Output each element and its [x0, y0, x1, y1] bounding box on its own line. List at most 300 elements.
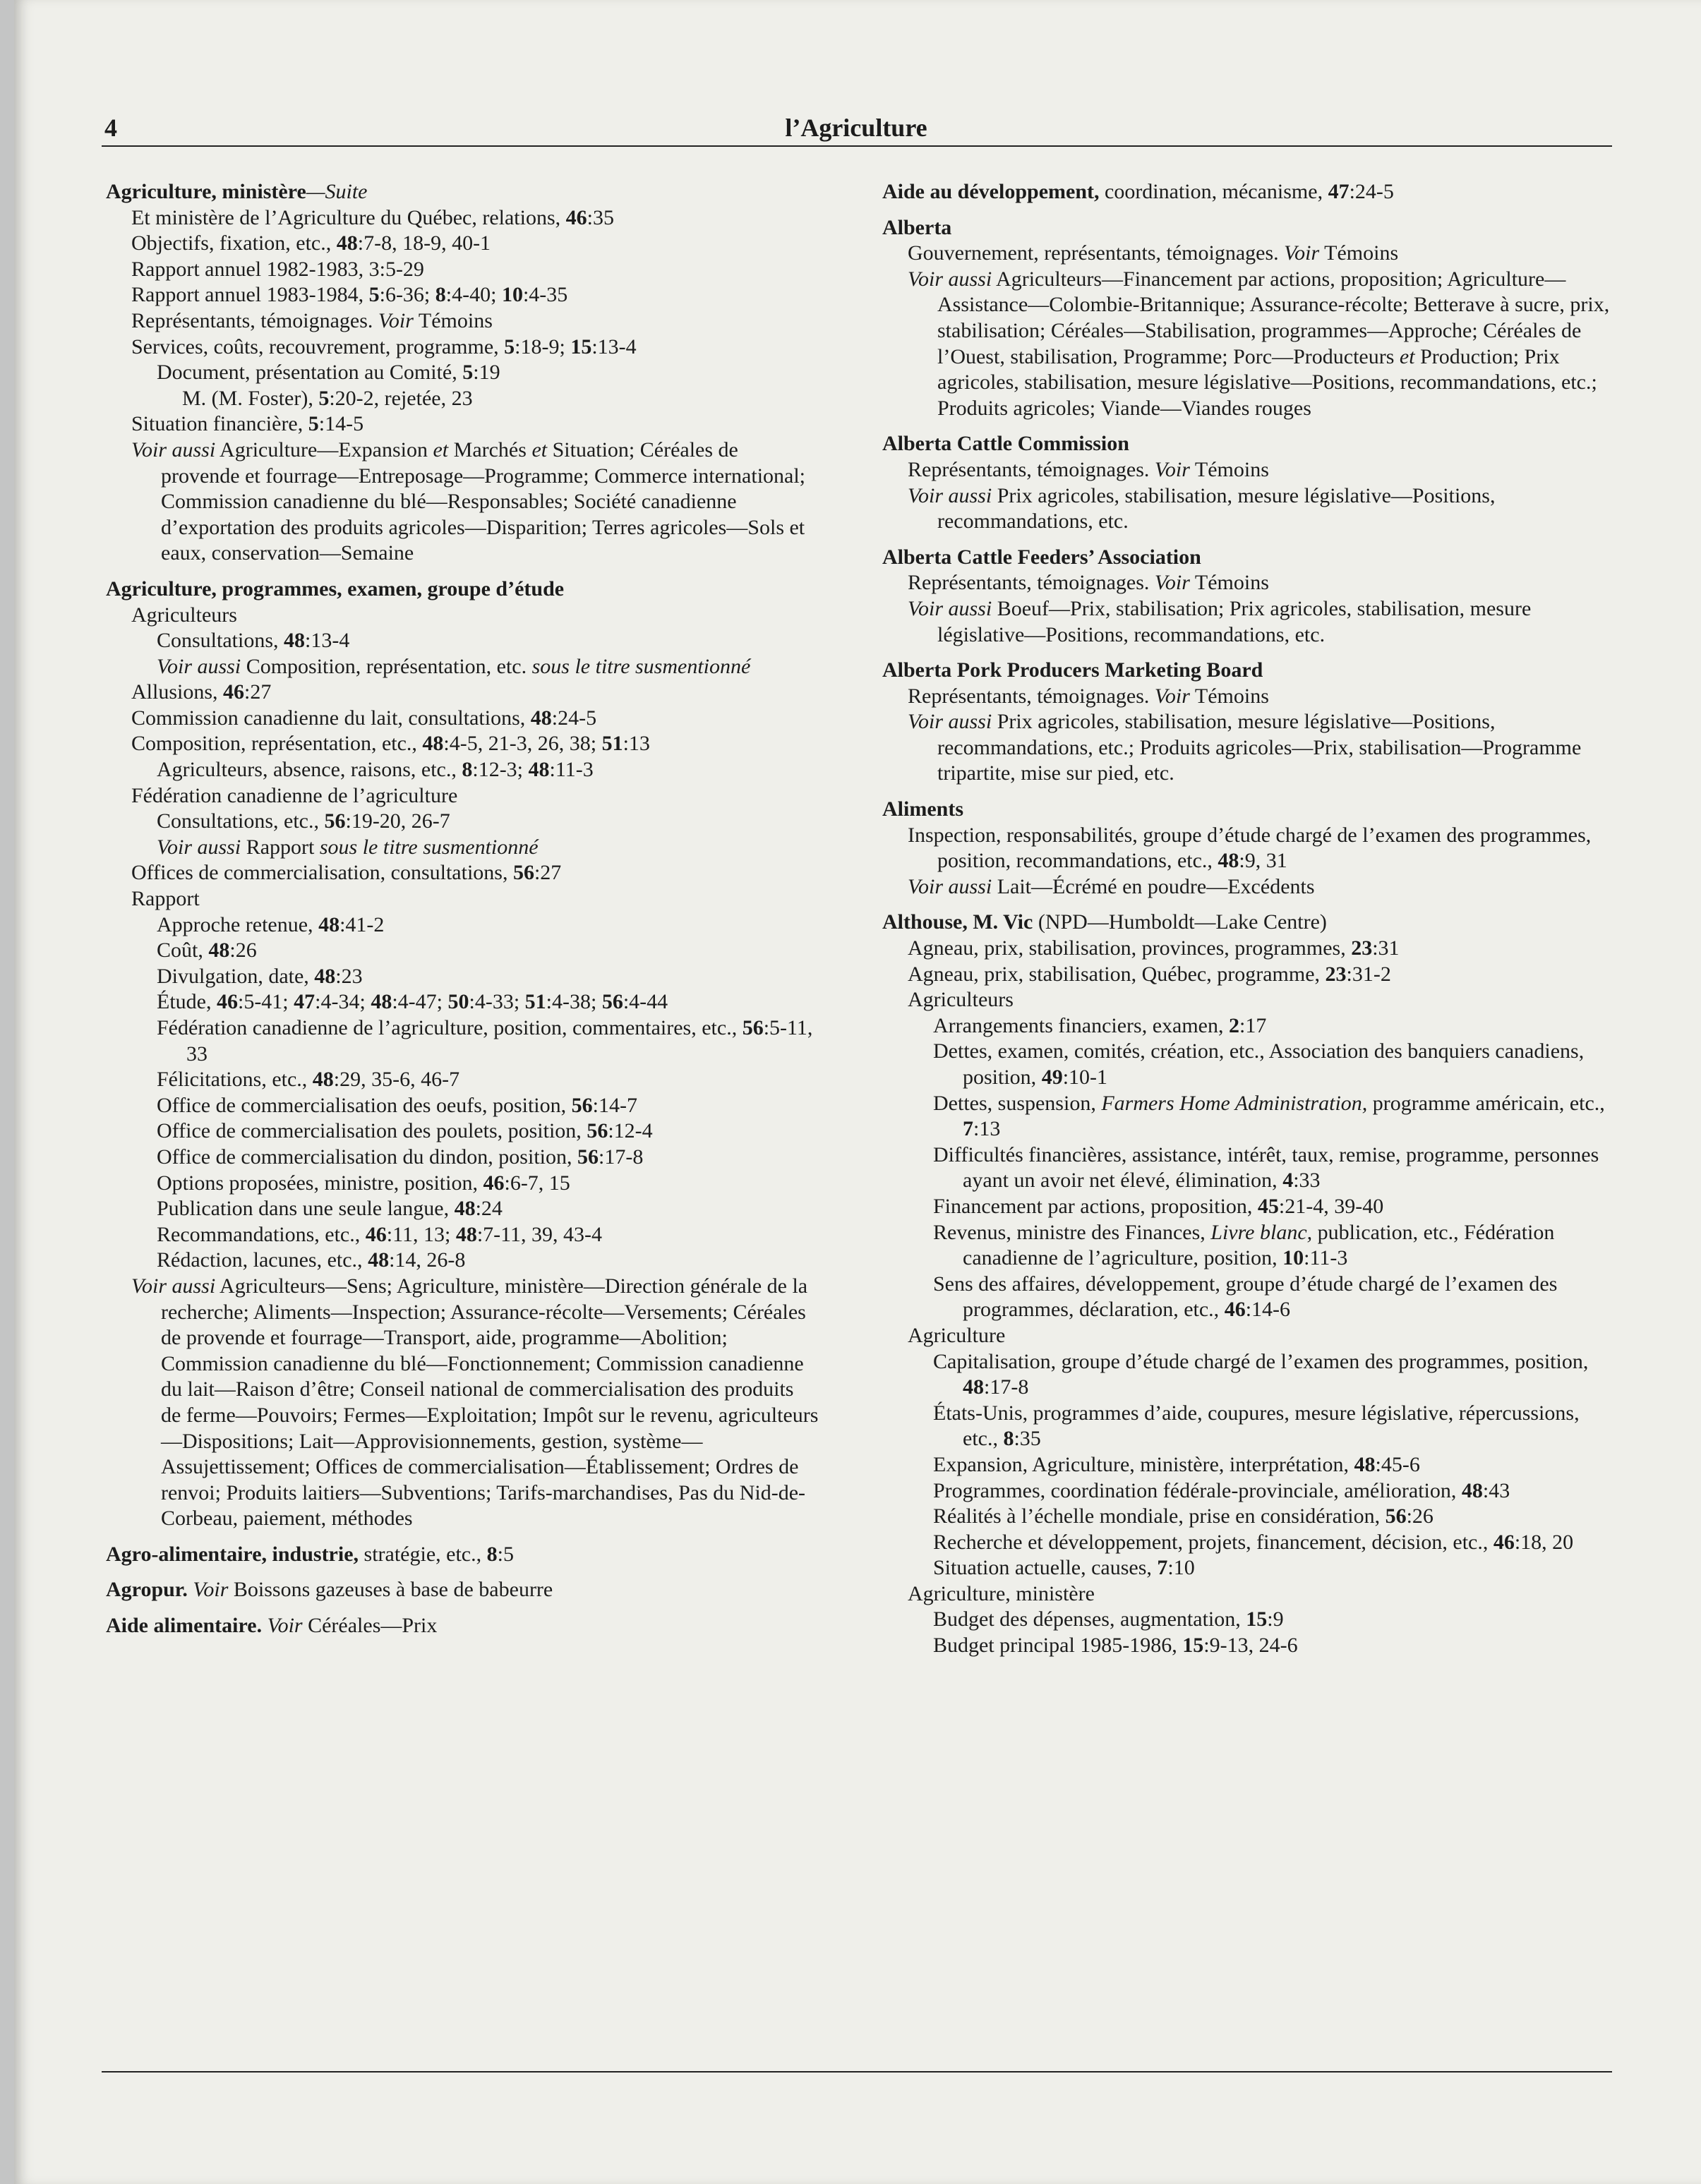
- index-text: 50: [447, 990, 469, 1014]
- index-text: 56: [571, 1093, 593, 1117]
- index-text: Composition, représentation, etc.: [241, 654, 532, 678]
- index-text: :7-11, 39, 43-4: [476, 1222, 603, 1246]
- index-text: :35: [1014, 1427, 1041, 1451]
- index-text: et: [1399, 344, 1415, 368]
- index-text: 8: [462, 758, 473, 782]
- index-text: Budget principal 1985-1986,: [933, 1634, 1183, 1658]
- index-text: [262, 1614, 268, 1637]
- index-text: et: [433, 438, 449, 461]
- index-text: 5: [368, 283, 380, 307]
- index-text: 48: [422, 732, 444, 756]
- index-text: 48: [530, 706, 552, 730]
- index-text: Représentants, témoignages.: [131, 308, 378, 332]
- index-subentry: [933, 1504, 1616, 1530]
- index-text: Témoins: [1319, 241, 1399, 265]
- index-text: 46: [365, 1222, 387, 1246]
- index-subentry: [157, 1196, 819, 1222]
- index-text: sous le titre susmentionné: [319, 835, 539, 859]
- index-entry: [106, 179, 819, 567]
- page-title: l’Agriculture: [785, 114, 927, 142]
- index-text: Difficultés financières, assistance, intérêt, taux, remise, programme, personnes ayant un avoir net élevé, élimination,: [933, 1142, 1599, 1193]
- index-text: Livre blanc,: [1210, 1220, 1313, 1244]
- index-subentry: [157, 1118, 819, 1145]
- index-subentry: [908, 570, 1616, 596]
- index-text: Recommandations, etc.,: [157, 1222, 366, 1246]
- index-text: Témoins: [1189, 684, 1269, 708]
- index-text: publication, etc., Fédération canadienne de l’agriculture, position,: [963, 1220, 1555, 1270]
- index-heading: [106, 1542, 819, 1568]
- index-text: Voir aussi: [908, 267, 992, 291]
- index-subentry: [157, 1171, 819, 1197]
- index-text: Rapport annuel 1982-1983, 3:5-29: [131, 257, 424, 281]
- index-text: Rédaction, lacunes, etc.,: [157, 1248, 368, 1272]
- index-text: Agriculteurs—Financement par actions, proposition; Agriculture—Assistance—Colombie-Britannique; Assurance-récolte; Betterave à sucre, prix, stabilisation; Céréales—Stabilisation, programmes—Approche; Céréales de l’Ouest, stabilisation, Programme; Porc—Producteurs: [937, 267, 1610, 368]
- index-text: 5: [308, 412, 319, 436]
- index-text: :26: [229, 939, 257, 963]
- index-text: Voir: [1284, 241, 1320, 265]
- index-text: :24-5: [551, 706, 597, 730]
- index-subentry: [157, 912, 819, 939]
- index-text: 10: [501, 283, 523, 307]
- index-text: (NPD—Humboldt—Lake Centre): [1033, 910, 1327, 934]
- index-subentry: [131, 205, 819, 231]
- index-text: 8: [486, 1542, 498, 1566]
- index-text: 56: [512, 861, 534, 885]
- index-text: 51: [524, 990, 546, 1014]
- index-text: Voir: [378, 308, 414, 332]
- index-text: Office de commercialisation des oeufs, position,: [157, 1093, 572, 1117]
- index-text: Témoins: [1189, 457, 1269, 481]
- index-subentry: [933, 1478, 1616, 1504]
- index-text: Budget des dépenses, augmentation,: [933, 1607, 1246, 1631]
- index-text: :18, 20: [1514, 1530, 1574, 1554]
- index-text: 8: [435, 283, 446, 307]
- index-subentry: [908, 457, 1616, 483]
- index-text: :11, 13;: [386, 1222, 456, 1246]
- header-rule: [102, 145, 1612, 147]
- index-text: Capitalisation, groupe d’étude chargé de l’examen des programmes, position,: [933, 1349, 1589, 1373]
- index-text: Prix agricoles, stabilisation, mesure législative—Positions, recommandations, etc.: [937, 483, 1496, 533]
- index-text: 23: [1325, 962, 1347, 986]
- index-text: 56: [587, 1119, 608, 1143]
- index-text: :14-6: [1245, 1298, 1291, 1322]
- index-subentry: [908, 962, 1616, 988]
- index-subentry: [157, 654, 819, 680]
- index-text: Représentants, témoignages.: [908, 457, 1155, 481]
- index-text: :14-5: [318, 412, 364, 436]
- index-subentry: [157, 1015, 819, 1067]
- index-heading: [882, 215, 1616, 241]
- index-text: Agriculture, ministère: [908, 1581, 1095, 1605]
- index-text: Financement par actions, proposition,: [933, 1194, 1258, 1218]
- index-text: :9-13, 24-6: [1203, 1634, 1298, 1658]
- index-text: :4-47;: [392, 990, 448, 1014]
- index-text: :14-7: [592, 1093, 637, 1117]
- index-text: Alberta Pork Producers Marketing Board: [882, 658, 1263, 682]
- index-subentry: [131, 308, 819, 334]
- index-text: sous le titre susmentionné: [531, 654, 751, 678]
- index-text: :12-3;: [472, 758, 529, 782]
- index-text: :5-41;: [237, 990, 294, 1014]
- index-text: :6-36;: [379, 283, 435, 307]
- index-text: Voir: [193, 1578, 229, 1602]
- index-subentry: [933, 1607, 1616, 1633]
- index-text: Fédération canadienne de l’agriculture, position, commentaires, etc.,: [157, 1016, 743, 1039]
- index-text: Agriculteurs: [131, 603, 237, 627]
- index-text: :11-3: [1304, 1246, 1348, 1270]
- index-text: Prix agricoles, stabilisation, mesure législative—Positions, recommandations, etc.; Produits agricoles—Prix, stabilisation—Programme tripartite, mise sur pied, etc.: [937, 710, 1582, 785]
- index-text: Approche retenue,: [157, 912, 319, 936]
- index-text: Agneau, prix, stabilisation, provinces, programmes,: [908, 936, 1352, 960]
- index-subentry: [908, 874, 1616, 900]
- index-subentry: [933, 1039, 1616, 1090]
- index-entry: [106, 577, 819, 1532]
- index-text: 47: [294, 990, 315, 1014]
- index-text: 48: [1218, 849, 1239, 873]
- index-subentry: [131, 680, 819, 706]
- index-text: Gouvernement, représentants, témoignages.: [908, 241, 1285, 265]
- index-text: 5: [318, 386, 330, 410]
- index-subentry: [131, 731, 819, 757]
- index-text: 48: [963, 1375, 984, 1399]
- index-heading: [106, 179, 819, 205]
- index-text: Aide au développement,: [882, 180, 1100, 203]
- index-text: :33: [1293, 1169, 1321, 1193]
- index-text: :29, 35-6, 46-7: [333, 1068, 460, 1092]
- index-text: —Suite: [306, 180, 368, 203]
- index-text: Témoins: [413, 308, 493, 332]
- index-text: 48: [314, 964, 336, 988]
- index-heading: [882, 545, 1616, 571]
- index-text: :13-4: [305, 629, 350, 653]
- index-text: Marchés: [448, 438, 532, 461]
- index-entry: [882, 545, 1616, 648]
- index-text: :24: [475, 1197, 503, 1221]
- index-text: Divulgation, date,: [157, 964, 315, 988]
- index-subentry: [131, 257, 819, 283]
- index-text: :17-8: [984, 1375, 1029, 1399]
- index-subentry: [157, 1093, 819, 1119]
- index-text: 47: [1328, 180, 1350, 203]
- index-text: :18-9;: [515, 334, 571, 358]
- index-text: Options proposées, ministre, position,: [157, 1171, 483, 1195]
- index-text: Réalités à l’échelle mondiale, prise en considération,: [933, 1504, 1386, 1528]
- index-text: Programmes, coordination fédérale-provinciale, amélioration,: [933, 1478, 1462, 1502]
- index-text: :41-2: [339, 912, 385, 936]
- index-text: Office de commercialisation des poulets, position,: [157, 1119, 587, 1143]
- index-text: Agneau, prix, stabilisation, Québec, programme,: [908, 962, 1326, 986]
- index-text: 48: [208, 939, 230, 963]
- index-text: Objectifs, fixation, etc.,: [131, 231, 337, 255]
- index-text: :14, 26-8: [389, 1248, 466, 1272]
- index-text: :6-7, 15: [504, 1171, 570, 1195]
- index-text: :43: [1482, 1478, 1510, 1502]
- index-text: 46: [223, 680, 245, 704]
- index-subentry: [908, 709, 1616, 787]
- index-subentry: [157, 835, 819, 861]
- index-text: :19-20, 26-7: [345, 809, 450, 833]
- index-text: Agriculteurs: [908, 988, 1014, 1012]
- index-text: 5: [462, 361, 474, 385]
- right-column: [882, 179, 1616, 1669]
- page-number: 4: [104, 114, 117, 142]
- index-text: :5: [497, 1542, 514, 1566]
- index-heading: [882, 910, 1616, 936]
- index-text: Voir aussi: [908, 874, 992, 898]
- index-text: :35: [587, 205, 614, 229]
- index-text: Commission canadienne du lait, consultations,: [131, 706, 531, 730]
- index-text: Agro-alimentaire, industrie,: [106, 1542, 359, 1566]
- index-text: 48: [371, 990, 392, 1014]
- index-text: Consultations, etc.,: [157, 809, 325, 833]
- index-subentry: [157, 360, 819, 386]
- index-text: Sens des affaires, développement, groupe d’étude chargé de l’examen des programmes, déclaration, etc.,: [933, 1272, 1558, 1322]
- index-text: 7: [963, 1117, 973, 1141]
- index-text: Situation; Céréales de provende et fourrage—Entreposage—Programme; Commerce international; Commission canadienne du blé—Responsables; Société canadienne d’exportation des produits agricoles—Disparition; Terres agricoles—Sols et eaux, conservation—Semaine: [161, 438, 806, 565]
- index-subentry: [131, 783, 819, 809]
- index-text: :19: [473, 361, 500, 385]
- index-subentry: [157, 628, 819, 654]
- index-text: 48: [318, 912, 340, 936]
- index-subentry: [933, 1401, 1616, 1452]
- index-text: Situation financière,: [131, 412, 308, 436]
- index-text: :24-5: [1349, 180, 1394, 203]
- index-text: Félicitations, etc.,: [157, 1068, 313, 1092]
- index-text: Document, présentation au Comité,: [157, 361, 463, 385]
- index-text: Althouse, M. Vic: [882, 910, 1033, 934]
- footer-rule: [102, 2071, 1612, 2073]
- index-text: 56: [1385, 1504, 1407, 1528]
- index-text: Boissons gazeuses à base de babeurre: [228, 1578, 553, 1602]
- index-text: :10-1: [1062, 1066, 1108, 1089]
- index-text: 48: [528, 758, 550, 782]
- index-text: :4-33;: [469, 990, 525, 1014]
- index-text: Agriculteurs, absence, raisons, etc.,: [157, 758, 462, 782]
- index-text: coordination, mécanisme,: [1099, 180, 1328, 203]
- index-subentry: [908, 936, 1616, 962]
- index-text: Voir: [1154, 571, 1190, 595]
- index-heading: [106, 577, 819, 603]
- index-text: Voir aussi: [157, 835, 241, 859]
- index-text: Voir: [267, 1614, 303, 1638]
- index-subentry: [933, 1194, 1616, 1220]
- index-subentry: [933, 1220, 1616, 1272]
- index-subentry: [933, 1142, 1616, 1194]
- index-text: :17: [1239, 1013, 1267, 1037]
- index-text: M. (M. Foster),: [182, 386, 319, 410]
- index-subentry: [908, 684, 1616, 710]
- index-text: Expansion, Agriculture, ministère, interprétation,: [933, 1452, 1354, 1476]
- left-column: [106, 179, 819, 1649]
- index-subentry: [131, 411, 819, 438]
- index-text: 51: [601, 732, 623, 756]
- index-text: Voir aussi: [157, 654, 241, 678]
- index-text: 7: [1157, 1556, 1168, 1580]
- index-text: Agriculture, programmes, examen, groupe d’étude: [106, 577, 565, 601]
- index-text: Agriculture—Expansion: [215, 438, 433, 461]
- index-text: Voir: [1154, 684, 1190, 708]
- index-subentry: [908, 1581, 1616, 1607]
- index-text: Farmers Home Administration,: [1101, 1091, 1368, 1115]
- index-subentry: [131, 438, 819, 567]
- index-text: :12-4: [608, 1119, 653, 1143]
- index-text: 48: [454, 1197, 476, 1221]
- index-text: Voir aussi: [131, 438, 216, 461]
- index-text: 49: [1041, 1066, 1063, 1089]
- index-text: 5: [504, 334, 515, 358]
- index-entry: [882, 431, 1616, 534]
- index-text: :21-4, 39-40: [1278, 1194, 1384, 1218]
- index-text: Alberta Cattle Commission: [882, 432, 1129, 456]
- index-subentry: [131, 603, 819, 629]
- index-text: Inspection, responsabilités, groupe d’étude chargé de l’examen des programmes, position, recommandations, etc.,: [908, 823, 1592, 873]
- index-text: 45: [1257, 1194, 1279, 1218]
- index-text: Rapport annuel 1983-1984,: [131, 283, 369, 307]
- index-text: 10: [1282, 1246, 1304, 1270]
- index-text: :17-8: [599, 1145, 644, 1169]
- index-text: Lait—Écrémé en poudre—Excédents: [992, 874, 1315, 898]
- index-subentry: [182, 386, 819, 412]
- index-text: :9, 31: [1239, 849, 1287, 873]
- index-heading: [882, 179, 1616, 205]
- index-subentry: [908, 987, 1616, 1013]
- index-text: 56: [324, 809, 346, 833]
- index-text: Céréales—Prix: [302, 1614, 438, 1638]
- index-text: 56: [742, 1016, 764, 1039]
- index-text: Rapport: [131, 887, 200, 911]
- index-text: :13-4: [591, 334, 637, 358]
- index-subentry: [157, 1222, 819, 1248]
- index-text: Et ministère de l’Agriculture du Québec, relations,: [131, 205, 566, 229]
- index-text: 4: [1282, 1169, 1294, 1193]
- index-subentry: [157, 1067, 819, 1093]
- index-text: Rapport: [241, 835, 320, 859]
- index-text: stratégie, etc.,: [359, 1542, 487, 1566]
- index-text: Voir: [1154, 457, 1190, 481]
- index-subentry: [933, 1091, 1616, 1142]
- index-text: Consultations,: [157, 629, 284, 653]
- index-text: Voir aussi: [131, 1274, 216, 1298]
- index-subentry: [908, 267, 1616, 422]
- index-text: 46: [483, 1171, 505, 1195]
- index-subentry: [157, 938, 819, 964]
- index-subentry: [157, 1248, 819, 1274]
- index-text: :9: [1267, 1607, 1284, 1631]
- index-heading: [882, 431, 1616, 457]
- index-text: 15: [1182, 1634, 1204, 1658]
- index-text: 46: [1493, 1530, 1515, 1554]
- index-text: :31-2: [1346, 962, 1391, 986]
- index-text: Services, coûts, recouvrement, programme,: [131, 334, 505, 358]
- index-entry: [106, 1613, 819, 1639]
- index-text: 46: [565, 205, 587, 229]
- index-subentry: [933, 1555, 1616, 1581]
- index-subentry: [131, 706, 819, 732]
- index-text: Situation actuelle, causes,: [933, 1556, 1158, 1580]
- index-subentry: [131, 334, 819, 361]
- index-text: 23: [1351, 936, 1373, 960]
- index-text: et: [531, 438, 548, 461]
- index-subentry: [933, 1272, 1616, 1323]
- index-text: 46: [1224, 1298, 1246, 1322]
- index-entry: [882, 797, 1616, 900]
- index-text: :4-44: [623, 990, 668, 1014]
- index-subentry: [908, 483, 1616, 535]
- index-subentry: [908, 596, 1616, 648]
- index-subentry: [131, 282, 819, 308]
- index-text: :11-3: [549, 758, 594, 782]
- index-subentry: [908, 1323, 1616, 1349]
- index-text: :27: [534, 861, 562, 885]
- index-entry: [882, 658, 1616, 787]
- index-text: :10: [1167, 1556, 1195, 1580]
- index-text: 15: [570, 334, 592, 358]
- index-text: Aliments: [882, 797, 963, 821]
- index-text: :27: [244, 680, 272, 704]
- index-text: 48: [284, 629, 306, 653]
- index-text: États-Unis, programmes d’aide, coupures, mesure législative, répercussions, etc.,: [933, 1401, 1580, 1451]
- index-text: :31: [1372, 936, 1400, 960]
- index-text: Offices de commercialisation, consultations,: [131, 861, 513, 885]
- index-text: :4-35: [522, 283, 568, 307]
- index-text: :4-38;: [546, 990, 602, 1014]
- index-text: :23: [335, 964, 363, 988]
- index-text: 48: [455, 1222, 477, 1246]
- index-text: :7-8, 18-9, 40-1: [357, 231, 491, 255]
- index-subentry: [157, 757, 819, 783]
- index-text: 48: [368, 1248, 390, 1272]
- index-subentry: [157, 809, 819, 835]
- index-text: :26: [1406, 1504, 1433, 1528]
- index-text: 48: [312, 1068, 334, 1092]
- index-text: Voir aussi: [908, 710, 992, 734]
- index-text: Alberta: [882, 215, 952, 239]
- index-text: Dettes, suspension,: [933, 1091, 1102, 1115]
- index-entry: [882, 179, 1616, 205]
- index-text: programme américain, etc.,: [1367, 1091, 1605, 1115]
- index-text: Recherche et développement, projets, financement, décision, etc.,: [933, 1530, 1493, 1554]
- index-entry: [882, 910, 1616, 1658]
- index-text: Témoins: [1189, 571, 1269, 595]
- index-heading: [882, 658, 1616, 684]
- index-text: Agropur.: [106, 1578, 188, 1602]
- index-subentry: [157, 964, 819, 990]
- index-text: :4-40;: [445, 283, 502, 307]
- index-entry: [106, 1542, 819, 1568]
- index-text: 56: [601, 990, 623, 1014]
- index-heading: [882, 797, 1616, 823]
- index-subentry: [933, 1530, 1616, 1556]
- index-text: :20-2, rejetée, 23: [329, 386, 473, 410]
- index-subentry: [933, 1633, 1616, 1659]
- index-subentry: [157, 989, 819, 1015]
- index-text: :4-5, 21-3, 26, 38;: [443, 732, 602, 756]
- index-text: 56: [577, 1145, 599, 1169]
- index-entry: [106, 1577, 819, 1603]
- index-subentry: [131, 860, 819, 886]
- index-text: Arrangements financiers, examen,: [933, 1013, 1229, 1037]
- index-text: 48: [336, 231, 358, 255]
- index-text: Agriculteurs—Sens; Agriculture, ministère—Direction générale de la recherche; Aliments—Inspection; Assurance-récolte—Versements; Céréales de provende et fourrage—Transport, aide, programme—Abolition; Commission canadienne du blé—Fonctionnement; Commission canadienne du lait—Raison d’être; Conseil national de commercialisation des produits de ferme—Pouvoirs; Fermes—Exploitation; Impôt sur le revenu, agriculteurs—Dispositions; Lait—Approvisionnements, gestion, système—Assujettissement; Offices de commercialisation—Établissement; Ordres de renvoi; Produits laitiers—Subventions; Tarifs-marchandises, Pas du Nid-de-Corbeau, paiement, méthodes: [161, 1274, 819, 1531]
- index-heading: [106, 1577, 819, 1603]
- index-text: :13: [623, 732, 650, 756]
- index-subentry: [908, 241, 1616, 267]
- index-heading: [106, 1613, 819, 1639]
- index-text: Coût,: [157, 939, 209, 963]
- index-text: Fédération canadienne de l’agriculture: [131, 783, 458, 807]
- index-text: Office de commercialisation du dindon, position,: [157, 1145, 577, 1169]
- index-text: Publication dans une seule langue,: [157, 1197, 455, 1221]
